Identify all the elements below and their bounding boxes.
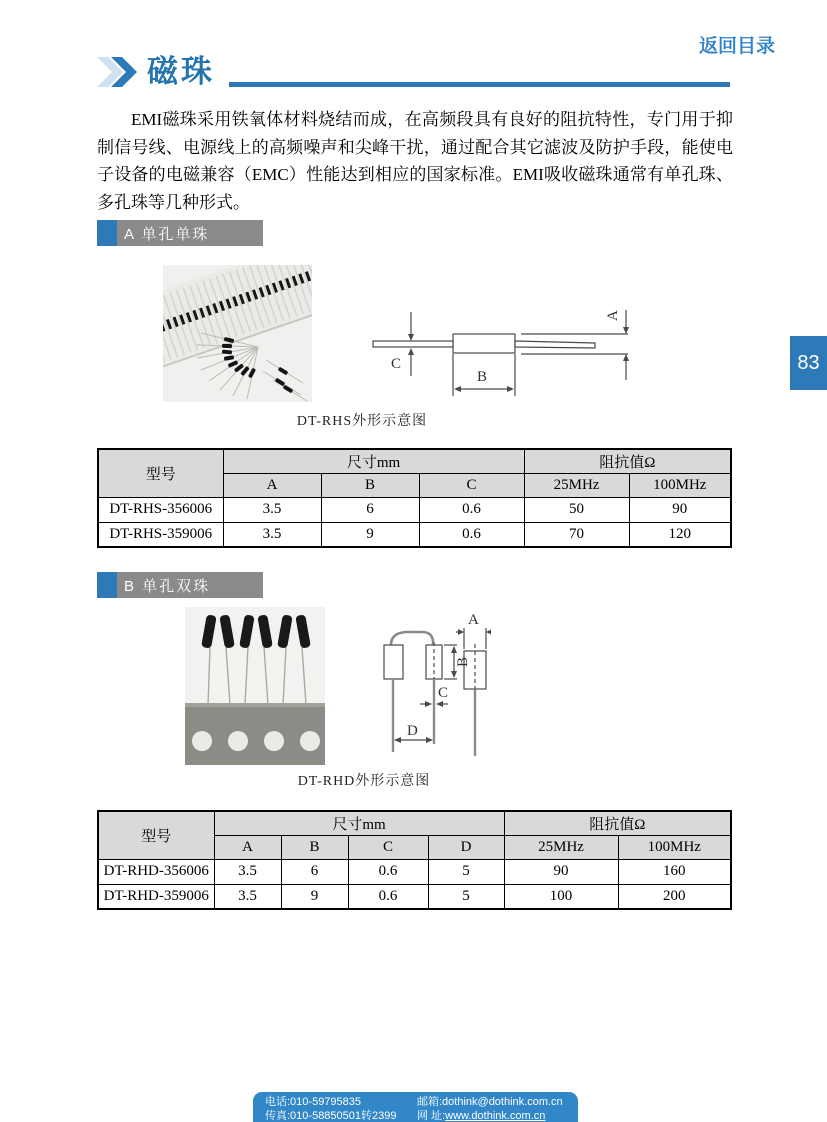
page-title: 磁珠: [147, 54, 215, 89]
dim-label-b: B: [455, 656, 471, 667]
section-accent-square: [97, 572, 117, 598]
cell-a: 3.5: [214, 884, 281, 909]
header-impedance: 阻抗值Ω: [504, 811, 731, 835]
cell-d: 5: [428, 859, 504, 884]
beads-photo-a: [163, 265, 312, 402]
cell-c: 0.6: [419, 497, 524, 522]
beads-photo-b: [185, 607, 325, 765]
cell-100mhz: 160: [618, 859, 731, 884]
table-header-row: [98, 811, 731, 835]
outline-drawing-b: [376, 604, 491, 766]
cell-25mhz: 70: [524, 522, 629, 547]
section-b-header: [97, 572, 263, 598]
section-a-label: A 单孔单珠: [117, 220, 263, 246]
back-to-catalog-link[interactable]: 返回目录: [698, 36, 775, 57]
header-100mhz: 100MHz: [618, 835, 731, 859]
spec-table-rhd: [97, 810, 732, 910]
header-model: 型号: [98, 449, 223, 497]
spec-table-rhs: [97, 448, 732, 548]
section-a-header: [97, 220, 263, 246]
table-row: [98, 497, 731, 522]
cell-b: 9: [281, 884, 348, 909]
header-dim-c: C: [348, 835, 428, 859]
cell-c: 0.6: [348, 884, 428, 909]
cell-100mhz: 120: [629, 522, 731, 547]
header-100mhz: 100MHz: [629, 473, 731, 497]
dim-label-b: B: [477, 369, 488, 385]
cell-a: 3.5: [223, 497, 321, 522]
cell-b: 9: [321, 522, 419, 547]
footer-contact-box: [253, 1092, 578, 1122]
table-header-row: [98, 449, 731, 473]
header-dims: 尺寸mm: [214, 811, 504, 835]
cell-c: 0.6: [348, 859, 428, 884]
header-dim-b: B: [281, 835, 348, 859]
cell-25mhz: 90: [504, 859, 618, 884]
double-chevron-icon: [97, 57, 141, 87]
cell-model: DT-RHD-356006: [98, 859, 214, 884]
cell-25mhz: 50: [524, 497, 629, 522]
cell-25mhz: 100: [504, 884, 618, 909]
header-model: 型号: [98, 811, 214, 859]
table-row: [98, 859, 731, 884]
footer-website-label: 网 址:: [417, 1109, 446, 1122]
figure-a-caption: DT-RHS外形示意图: [296, 414, 428, 429]
cell-100mhz: 200: [618, 884, 731, 909]
header-dim-a: A: [214, 835, 281, 859]
cell-b: 6: [281, 859, 348, 884]
footer-email: 邮箱:dothink@dothink.com.cn: [417, 1096, 563, 1108]
section-b-label: B 单孔双珠: [117, 572, 263, 598]
table-row: [98, 522, 731, 547]
section-accent-square: [97, 220, 117, 246]
dim-label-c: C: [438, 685, 449, 701]
page-number-badge: 83: [790, 336, 827, 390]
cell-c: 0.6: [419, 522, 524, 547]
dim-label-a: A: [468, 612, 479, 628]
footer-fax: 传真:010-58850501转2399: [265, 1109, 397, 1122]
cell-a: 3.5: [223, 522, 321, 547]
header-25mhz: 25MHz: [504, 835, 618, 859]
figure-b-caption: DT-RHD外形示意图: [297, 774, 431, 789]
cell-model: DT-RHD-359006: [98, 884, 214, 909]
dim-label-a: A: [605, 310, 621, 321]
footer-phone: 电话:010-59795835: [265, 1096, 362, 1108]
dim-label-d: D: [407, 723, 418, 739]
header-dim-a: A: [223, 473, 321, 497]
header-25mhz: 25MHz: [524, 473, 629, 497]
header-dim-c: C: [419, 473, 524, 497]
dim-label-c: C: [391, 356, 402, 372]
header-impedance: 阻抗值Ω: [524, 449, 731, 473]
footer-website-link[interactable]: www.dothink.com.cn: [445, 1109, 546, 1122]
cell-d: 5: [428, 884, 504, 909]
title-underline: [229, 82, 730, 87]
header-dims: 尺寸mm: [223, 449, 524, 473]
header-dim-d: D: [428, 835, 504, 859]
cell-a: 3.5: [214, 859, 281, 884]
cell-b: 6: [321, 497, 419, 522]
outline-drawing-a: [365, 288, 645, 406]
header-dim-b: B: [321, 473, 419, 497]
cell-model: DT-RHS-359006: [98, 522, 223, 547]
cell-100mhz: 90: [629, 497, 731, 522]
cell-model: DT-RHS-356006: [98, 497, 223, 522]
table-row: [98, 884, 731, 909]
title-row: [97, 46, 215, 91]
intro-paragraph: EMI磁珠采用铁氧体材料烧结而成，在高频段具有良好的阻抗特性，专门用于抑制信号线、电源线上的高频噪声和尖峰干扰，通过配合其它滤波及防护手段，能使电子设备的电磁兼容（EMC）性能达到相应的国家标准。EMI吸收磁珠通常有单孔珠、多孔珠等几种形式。: [97, 110, 733, 212]
